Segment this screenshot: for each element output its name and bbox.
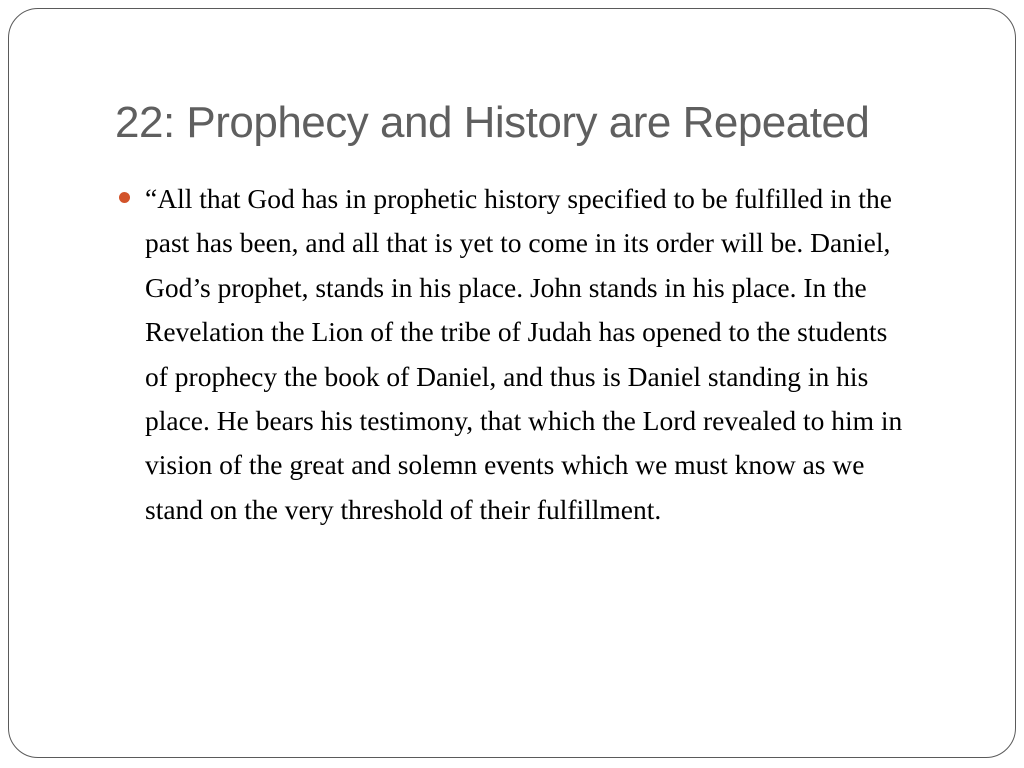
slide: [8, 8, 1016, 758]
bullet-item: [115, 177, 905, 532]
bullet-list: [115, 177, 905, 532]
slide-title: 22: Prophecy and History are Repeated: [115, 98, 870, 147]
bullet-text: “All that God has in prophetic history specified to be fulfilled in the past has been, and all that is yet to come in its order will be. Daniel, God’s prophet, stands in his place. John stands in his place. In the Revelation the Lion of the tribe of Judah has opened to the students of prophecy the book of Daniel, and thus is Daniel standing in his place. He bears his testimony, that which the Lord revealed to him in vision of the great and solemn events which we must know as we stand on the very threshold of their fulfillment.: [145, 183, 903, 525]
bullet-dot-icon: [119, 192, 130, 203]
